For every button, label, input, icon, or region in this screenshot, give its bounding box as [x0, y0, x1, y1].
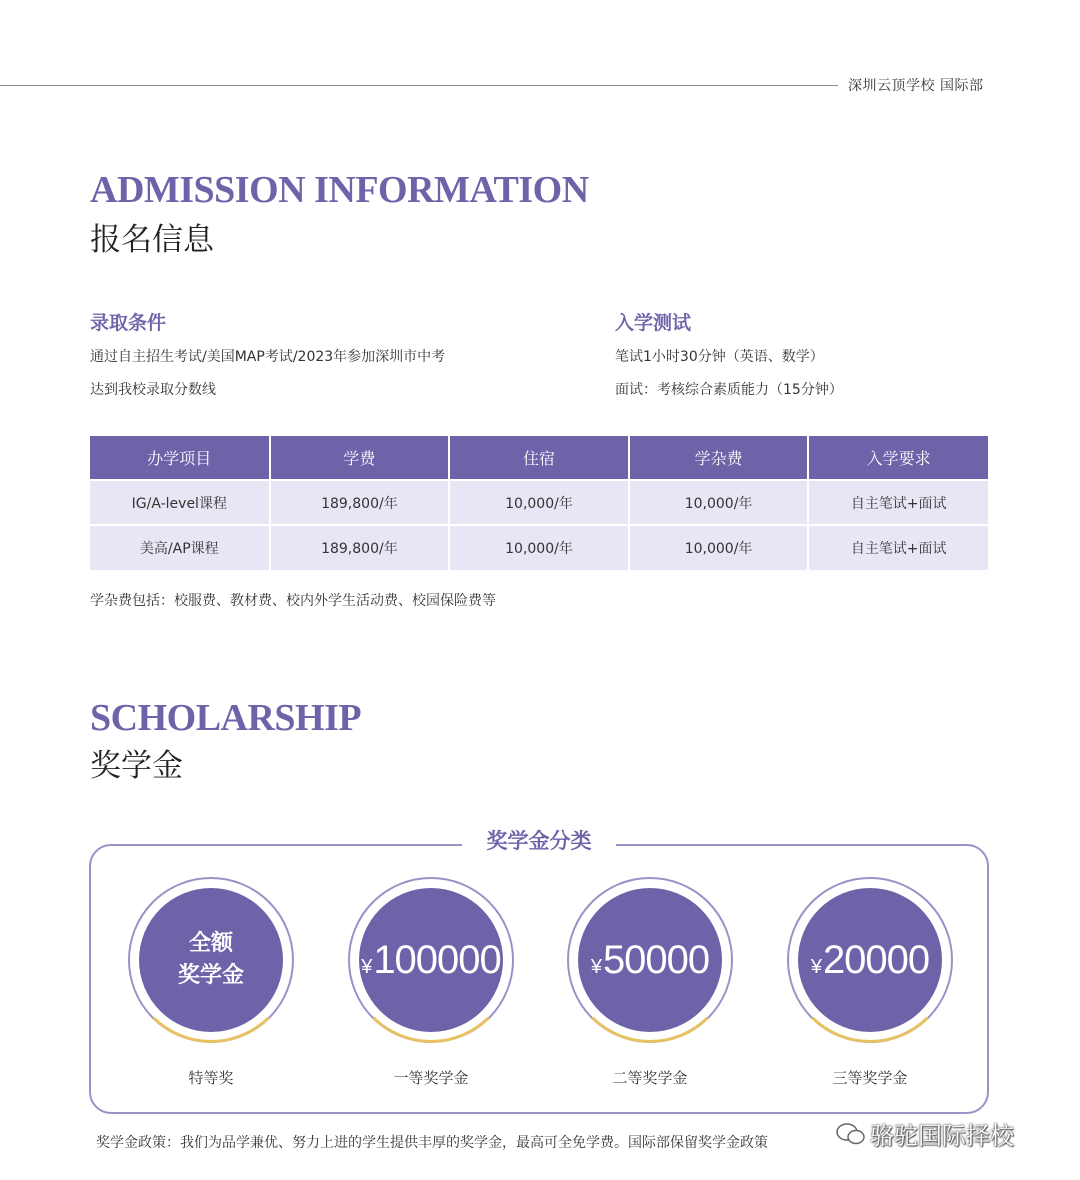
- watermark: [836, 1116, 1014, 1151]
- column-header: 学费: [270, 436, 450, 480]
- test-heading: 入学测试: [615, 312, 692, 334]
- medal-third: [787, 877, 953, 1043]
- medal-second: [567, 877, 733, 1043]
- column-header: 住宿: [449, 436, 629, 480]
- criteria-line: 达到我校录取分数线: [90, 382, 216, 398]
- medal-label: 三等奖学金: [832, 1069, 908, 1087]
- table-cell: 自主笔试+面试: [808, 525, 988, 570]
- scholarship-policy: 奖学金政策：我们为品学兼优、努力上进的学生提供丰厚的奖学金，最高可全免学费。国际部保留奖学金政策: [96, 1135, 768, 1151]
- medal-amount: 100000: [373, 937, 501, 982]
- scholarship-title-zh: 奖学金: [90, 748, 183, 784]
- table-row: [90, 525, 988, 570]
- criteria-heading: 录取条件: [90, 312, 167, 334]
- table-cell: 10,000/年: [629, 480, 809, 525]
- criteria-line: 通过自主招生考试/美国MAP考试/2023年参加深圳市中考: [90, 349, 446, 365]
- medal-amount: 20000: [822, 937, 930, 982]
- test-line: 笔试1小时30分钟（英语、数学）: [615, 349, 824, 365]
- medal-special: [128, 877, 294, 1043]
- admission-title-zh: 报名信息: [90, 222, 214, 258]
- test-line: 面试：考核综合素质能力（15分钟）: [615, 382, 843, 398]
- table-cell: 189,800/年: [270, 480, 450, 525]
- table-cell: 10,000/年: [629, 525, 809, 570]
- table-header-row: [90, 436, 988, 480]
- fee-table: [90, 436, 988, 570]
- column-header: 学杂费: [629, 436, 809, 480]
- table-row: [90, 480, 988, 525]
- table-cell: IG/A-level课程: [90, 480, 270, 525]
- medal-first: [348, 877, 514, 1043]
- school-name: 深圳云顶学校 国际部: [848, 78, 984, 94]
- scholarship-category-title: 奖学金分类: [462, 826, 616, 856]
- table-cell: 10,000/年: [449, 525, 629, 570]
- medal-label: 一等奖学金: [393, 1069, 469, 1087]
- table-cell: 10,000/年: [449, 480, 629, 525]
- watermark-text: 骆驼国际择校: [870, 1122, 1014, 1150]
- column-header: 入学要求: [808, 436, 988, 480]
- medal-amount: 50000: [602, 937, 710, 982]
- medal-text: 全额: [188, 931, 233, 956]
- table-cell: 189,800/年: [270, 525, 450, 570]
- medal-text: 奖学金: [177, 963, 244, 988]
- medal-label: 二等奖学金: [612, 1069, 688, 1087]
- currency-symbol: ¥: [361, 955, 372, 978]
- currency-symbol: ¥: [810, 955, 821, 978]
- fee-note: 学杂费包括：校服费、教材费、校内外学生活动费、校园保险费等: [90, 593, 496, 609]
- admission-title-en: ADMISSION INFORMATION: [90, 169, 589, 211]
- column-header: 办学项目: [90, 436, 270, 480]
- table-cell: 美高/AP课程: [90, 525, 270, 570]
- wechat-icon: [836, 1123, 866, 1145]
- currency-symbol: ¥: [590, 955, 601, 978]
- scholarship-title-en: SCHOLARSHIP: [90, 697, 362, 739]
- header-rule: [0, 85, 838, 86]
- table-cell: 自主笔试+面试: [808, 480, 988, 525]
- medal-label: 特等奖: [188, 1069, 234, 1087]
